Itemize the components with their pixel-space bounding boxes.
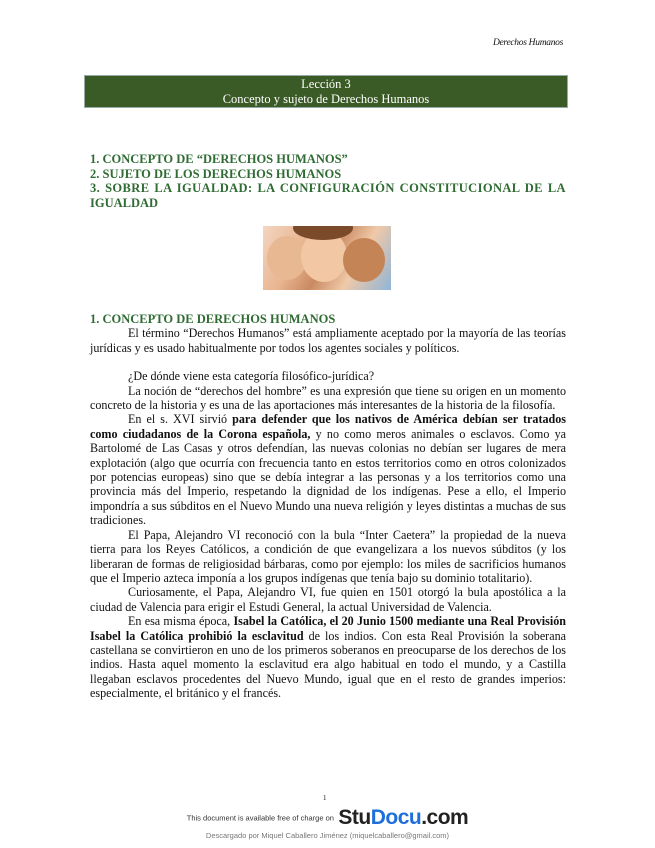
lesson-banner [84, 75, 568, 108]
text: El Papa, Alejandro VI reconoció con la bula “Inter Caetera” la propiedad de la nueva tierra para los Reyes Católicos, a condición de que evangelizara a los nuevos súbditos (y los liberaran de formas de religiosidad bárbaras, como por ejemplo: los miles de sacrificios humanos que el Imperio azteca imponía a los grupos indígenas que tenía bajo su dominio totalitario). [90, 527, 566, 585]
paragraph [90, 369, 566, 383]
text: Curiosamente, el Papa, Alejandro VI, fue quien en 1501 otorgó la bula apostólica a la ciudad de Valencia para erigir el Estudi General, la actual Universidad de Valencia. [90, 585, 566, 614]
table-of-contents [90, 152, 566, 210]
logo-part: .com [421, 806, 469, 829]
logo-part: Docu [370, 806, 422, 829]
text: de los indios. Con esta Real Provisión la soberana castellana se convirtieron en uno de los primeros soberanos en preocuparse de los derechos de los indios. Hasta aquel momento la esclavitud era algo habitual en todo el mundo, y a Castilla llegaban esclavos procedentes del Nuevo Mundo, igual que en el resto de grandes imperios: especialmente, el británico y el francés. [90, 628, 566, 701]
children-photo [263, 226, 391, 290]
running-header: Derechos Humanos [492, 38, 563, 48]
paragraph [90, 528, 566, 586]
lesson-number: Lección 3 [301, 77, 351, 91]
text: y no como meros animales o esclavos. Como ya Bartolomé de Las Casas y otros defendían, las nuevas colonias no debían ser lugares de mera explotación (algo que ocurría con frecuencia tanto en estos territorios como en otros colonizados por potencias europeas) sino que se debía integrar a las personas y a los territorios como una provincia más del Imperio, respetando la dignidad de los indígenas. Pese a ello, el Imperio impondría a sus súbditos en el Nuevo Mundo una nueva religión y leyes distintas a muchas de sus tradiciones. [90, 426, 567, 528]
text: En esa misma época, [128, 614, 234, 629]
studocu-footer [0, 806, 655, 830]
toc-item: 3. SOBRE LA IGUALDAD: LA CONFIGURACIÓN CONSTITUCIONAL DE LA [90, 181, 566, 195]
bold-text: Isabel la Católica, el 20 Junio 1500 mediante una Real Provisión Isabel la Católica prohibió la esclavitud [90, 614, 566, 643]
document-body [90, 312, 566, 701]
section-heading: 1. CONCEPTO DE DERECHOS HUMANOS [90, 312, 336, 326]
toc-item: IGUALDAD [90, 195, 159, 210]
text: En el s. XVI sirvió [128, 412, 233, 427]
paragraph [90, 384, 566, 413]
paragraph [90, 614, 566, 700]
toc-item: 2. SUJETO DE LOS DERECHOS HUMANOS [90, 166, 342, 181]
paragraph [90, 412, 566, 527]
paragraph [90, 585, 566, 614]
bold-text: para defender que los nativos de América debían ser tratados como ciudadanos de la Corona española, [90, 412, 566, 441]
lesson-title: Concepto y sujeto de Derechos Humanos [222, 92, 430, 106]
studocu-logo[interactable] [338, 806, 468, 829]
download-attribution: Descargado por Miquel Caballero Jiménez (miquelcaballero@gmail.com) [205, 831, 450, 840]
logo-part: Stu [338, 806, 371, 829]
text: ¿De dónde viene esta categoría filosófico-jurídica? [128, 369, 375, 384]
text: La noción de “derechos del hombre” es una expresión que tiene su origen en un momento concreto de la historia y es una de las aportaciones más interesantes de la historia de la filosofía. [90, 383, 566, 413]
availability-text: This document is available free of charge on [186, 813, 334, 823]
paragraph [90, 326, 566, 355]
page-number: 1 [323, 794, 327, 802]
toc-item: 1. CONCEPTO DE “DERECHOS HUMANOS” [90, 152, 348, 166]
text: El término “Derechos Humanos” está ampliamente aceptado por la mayoría de las teorías jurídicas y es usado habitualmente por todos los agentes sociales y políticos. [90, 326, 566, 355]
